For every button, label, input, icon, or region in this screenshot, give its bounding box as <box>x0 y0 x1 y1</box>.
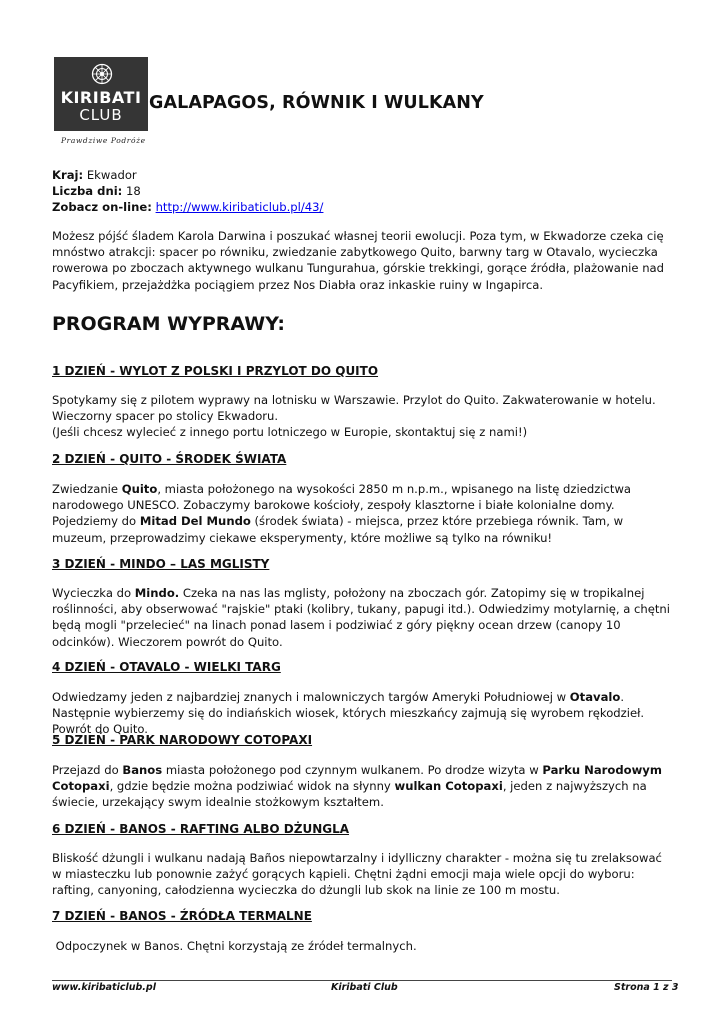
day-5-b2: Parku Narodowym Cotopaxi <box>52 763 662 794</box>
day-7-t1: Odpoczynek w Banos. Chętni korzystają ze źródeł termalnych. <box>52 939 417 953</box>
day-4-t2: . Następnie wybierzemy się do indiańskich wiosek, których mieszkańcy zajmują się wyrobem rękodzieł. Powrót do Quito. <box>52 690 645 737</box>
day-5-heading: 5 DZIEŃ - PARK NARODOWY COTOPAXI <box>52 733 313 747</box>
day-2-b2: Mitad Del Mundo <box>139 514 251 529</box>
day-5-t3: , gdzie będzie można podziwiać widok na słynny <box>109 779 395 794</box>
days-label: Liczba dni: <box>52 184 123 198</box>
emblem-icon <box>91 63 113 85</box>
day-3-heading: 3 DZIEŃ - MINDO – LAS MGLISTY <box>52 557 270 571</box>
logo-brand: KIRIBATI <box>60 88 142 107</box>
footer-page-number: Strona 1 z 3 <box>614 982 679 993</box>
day-5-t1: Przejazd do <box>52 763 123 777</box>
online-row <box>52 199 323 215</box>
day-4-b1: Otavalo <box>569 690 621 704</box>
intro-paragraph: Możesz pójść śladem Karola Darwina i poszukać własnej teorii ewolucji. Poza tym, w Ekwadorze czeka cię mnóstwo atrakcji: spacer po równiku, zwiedzanie zabytkowego Quito, barwny targ w Otavalo, wycieczka rowerowa po zboczach aktywnego wulkanu Tungurahua, górskie trekkingi, gorące źródła, plażowanie nad Pacyfikiem, przejażdżka pociągiem przez Nos Diabła oraz inkaskie ruiny w Ingapirca. <box>52 229 665 292</box>
document-title: GALAPAGOS, RÓWNIK I WULKANY <box>149 93 484 113</box>
day-3-text <box>52 585 674 650</box>
footer-brand: Kiribati Club <box>331 982 398 993</box>
online-label: Zobacz on-line: <box>52 200 152 214</box>
day-2-text <box>52 481 674 546</box>
day-4-heading: 4 DZIEŃ - OTAVALO - WIELKI TARG <box>52 660 281 674</box>
day-2-t2: , miasta położonego na wysokości 2850 m n.p.m., wpisanego na listę dziedzictwa narodowego UNESCO. Zobaczymy barokowe kościoły, zespoły klasztorne i białe kolonialne domy. Pojedziemy do <box>52 482 632 529</box>
day-6-t1: Bliskość dżungli i wulkanu nadają Baños niepowtarzalny i idylliczny charakter - można się tu zrelaksować w miasteczku lub ponownie zażyć gorących kąpieli. Chętni żądni emocji maja wiele opcji do wyboru: rafting, canyoning, całodzienna wycieczka do dżungli lub skok na linie ze 100 m mostu. <box>52 851 662 898</box>
day-2-t1: Zwiedzanie <box>52 482 122 496</box>
program-heading: PROGRAM WYPRAWY: <box>52 313 285 335</box>
day-3-t2: Czeka na nas las mglisty, położony na zboczach gór. Zatopimy się w tropikalnej roślinności, aby obserwować "rajskie" ptaki (kolibry, tukany, papugi itd.). Odwiedzimy motylarnię, a chętni będą mogli "przelecieć" na linach ponad lasem i podziwiać z góry piękny ocean drzew (canopy 10 odcinków). Wieczorem powrót do Quito. <box>52 586 670 649</box>
day-2-t3: (środek świata) - miejsca, przez które przebiega równik. Tam, w muzeum, przeprowadzimy ciekawe eksperymenty, które możliwe są tylko na równiku! <box>52 514 624 545</box>
footer-divider <box>52 980 672 981</box>
day-4-t1: Odwiedzamy jeden z najbardziej znanych i malowniczych targów Ameryki Południowej w <box>52 690 570 704</box>
day-1-p2: (Jeśli chcesz wylecieć z innego portu lotniczego w Europie, skontaktuj się z nami!) <box>52 425 528 440</box>
day-3-t1: Wycieczka do <box>52 586 135 600</box>
day-3-b1: Mindo. <box>134 586 180 600</box>
day-1-heading: 1 DZIEŃ - WYLOT Z POLSKI I PRZYLOT DO QUITO <box>52 364 379 378</box>
country-value: Ekwador <box>86 168 137 182</box>
day-6-heading: 6 DZIEŃ - BANOS - RAFTING ALBO DŻUNGLA <box>52 822 350 836</box>
logo-club: CLUB <box>79 106 123 124</box>
day-5-b3: wulkan Cotopaxi <box>394 779 503 794</box>
online-link[interactable]: http://www.kiribaticlub.pl/43/ <box>155 200 324 214</box>
day-5-t4: , jeden z najwyższych na świecie, urzekający swym idealnie stożkowym kształtem. <box>52 779 647 810</box>
logo-tagline: Prawdziwe Podróże <box>61 136 146 145</box>
country-row <box>52 167 323 183</box>
day-7-text <box>52 938 674 954</box>
trip-meta <box>52 167 323 215</box>
day-5-text <box>52 762 674 811</box>
day-5-t2: miasta położonego pod czynnym wulkanem. Po drodze wizyta w <box>162 763 543 777</box>
country-label: Kraj: <box>52 168 84 182</box>
kiribati-logo <box>54 57 148 131</box>
days-row <box>52 183 323 199</box>
day-7-heading: 7 DZIEŃ - BANOS - ŹRÓDŁA TERMALNE <box>52 909 312 923</box>
day-5-b1: Banos <box>122 763 163 777</box>
days-value: 18 <box>126 184 141 198</box>
day-2-heading: 2 DZIEŃ - QUITO - ŚRODEK ŚWIATA <box>52 452 287 466</box>
day-6-text <box>52 850 674 899</box>
day-1-text <box>52 392 674 441</box>
day-2-b1: Quito <box>121 482 158 496</box>
day-1-p1: Spotykamy się z pilotem wyprawy na lotnisku w Warszawie. Przylot do Quito. Zakwaterowanie w hotelu. Wieczorny spacer po stolicy Ekwadoru. <box>52 393 656 424</box>
footer-website: www.kiribaticlub.pl <box>52 982 156 993</box>
day-4-text <box>52 689 674 738</box>
